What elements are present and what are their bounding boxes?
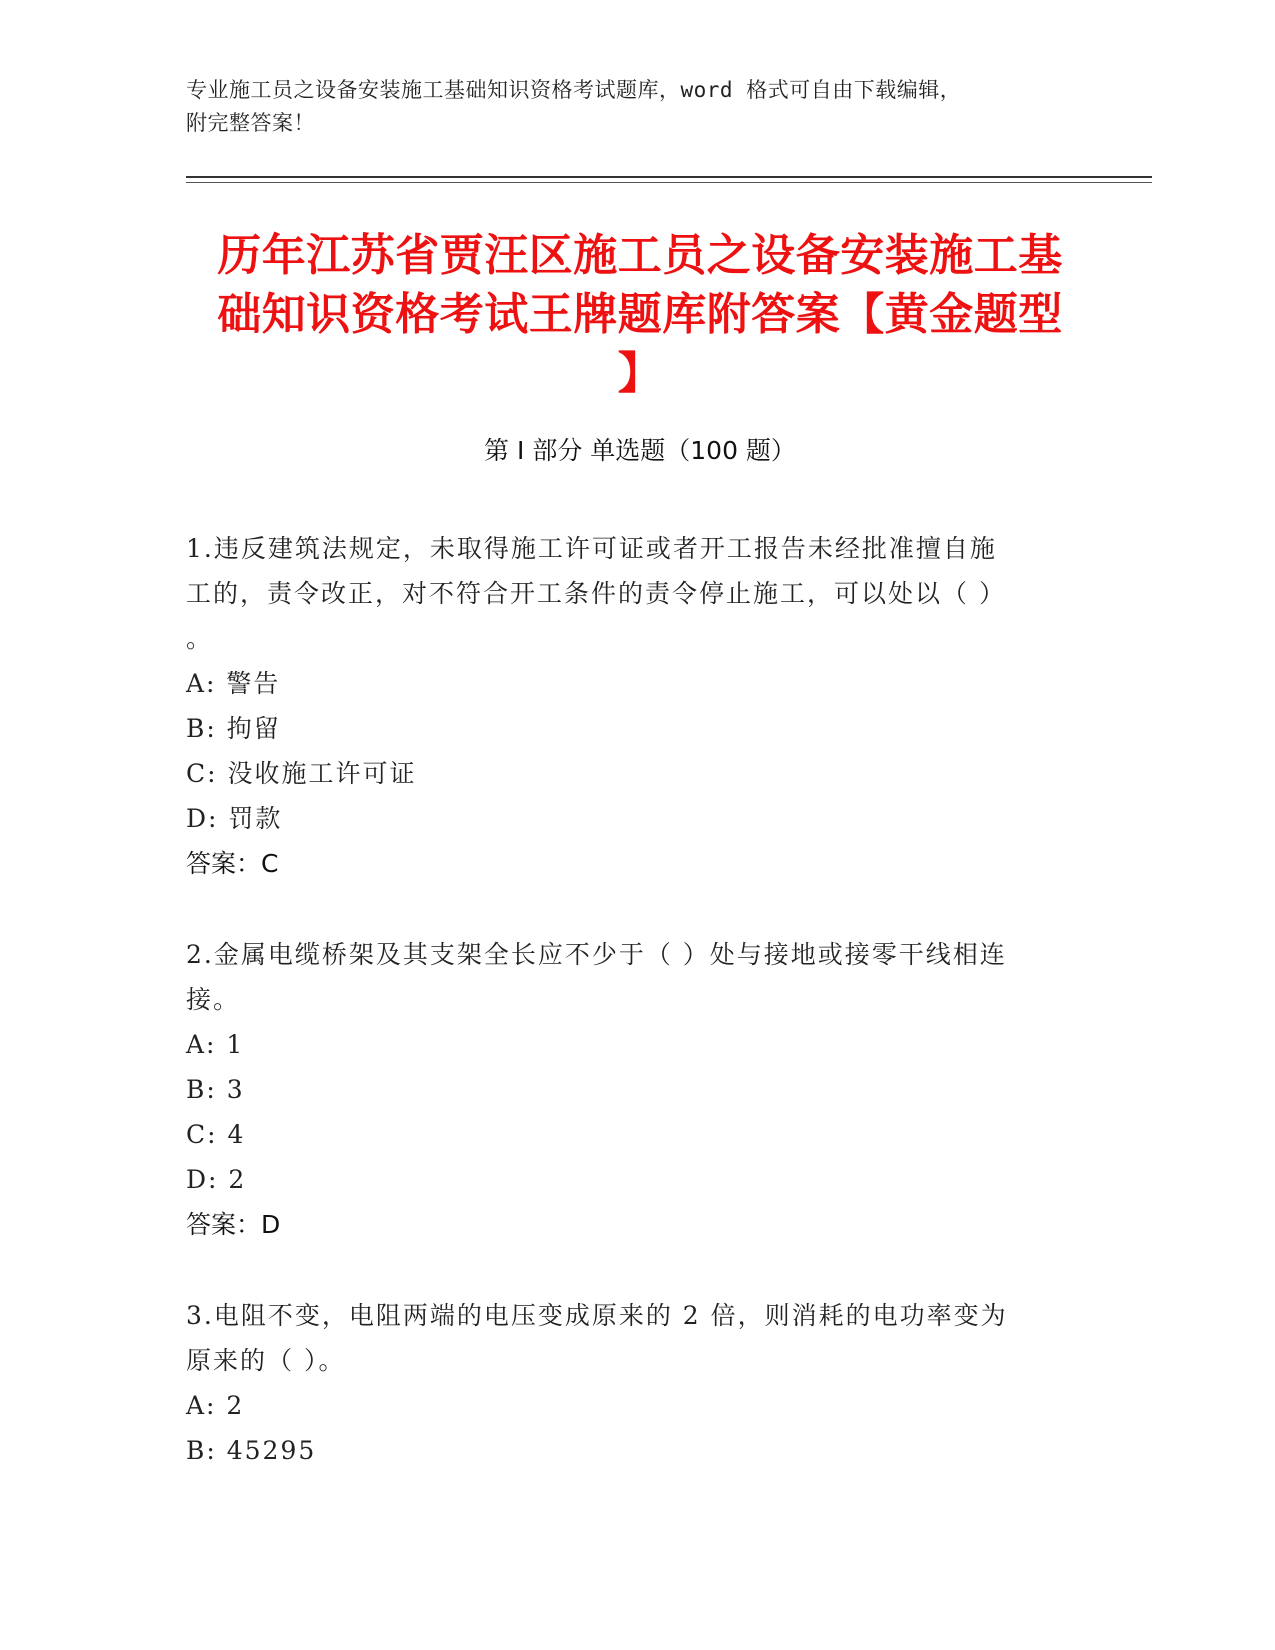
header-note-line1: 专业施工员之设备安装施工基础知识资格考试题库，word 格式可自由下载编辑， xyxy=(186,78,962,102)
document-title-line1: 历年江苏省贾汪区施工员之设备安装施工基 xyxy=(217,230,1063,281)
option-b: B: 3 xyxy=(186,1075,245,1104)
question-3 xyxy=(186,1293,1066,1473)
document-title-line3: 】 xyxy=(617,348,663,399)
option-a: A: 警告 xyxy=(186,669,281,698)
option-b: B: 45295 xyxy=(186,1436,317,1465)
question-1 xyxy=(186,526,1066,886)
question-list xyxy=(186,526,1066,1519)
option-b: B: 拘留 xyxy=(186,714,281,743)
question-stem-line: 工的，责令改正，对不符合开工条件的责令停止施工，可以处以（ ） xyxy=(186,579,1006,608)
header-note xyxy=(186,74,1066,140)
question-stem-line: 1.违反建筑法规定，未取得施工许可证或者开工报告未经批准擅自施 xyxy=(186,534,997,563)
answer: 答案：C xyxy=(186,849,279,878)
option-c: C: 没收施工许可证 xyxy=(186,759,417,788)
option-a: A: 1 xyxy=(186,1030,245,1059)
document-title-line2: 础知识资格考试王牌题库附答案【黄金题型 xyxy=(217,289,1063,340)
option-d: D: 罚款 xyxy=(186,804,283,833)
option-d: D: 2 xyxy=(186,1165,247,1194)
header-divider-thin xyxy=(186,182,1152,183)
section-title: 第 I 部分 单选题（100 题） xyxy=(484,436,796,465)
answer: 答案：D xyxy=(186,1210,281,1239)
option-c: C: 4 xyxy=(186,1120,246,1149)
document-title xyxy=(186,226,1094,403)
question-stem-line: 。 xyxy=(186,624,214,653)
option-a: A: 2 xyxy=(186,1391,245,1420)
question-stem-line: 2.金属电缆桥架及其支架全长应不少于（ ）处与接地或接零干线相连 xyxy=(186,940,1007,969)
question-stem-line: 3.电阻不变，电阻两端的电压变成原来的 2 倍，则消耗的电功率变为 xyxy=(186,1301,1008,1330)
header-note-line2: 附完整答案！ xyxy=(186,111,315,135)
question-stem-line: 原来的（ ）。 xyxy=(186,1346,346,1375)
question-2 xyxy=(186,932,1066,1247)
header-divider-thick xyxy=(186,176,1152,178)
question-stem-line: 接。 xyxy=(186,985,241,1014)
